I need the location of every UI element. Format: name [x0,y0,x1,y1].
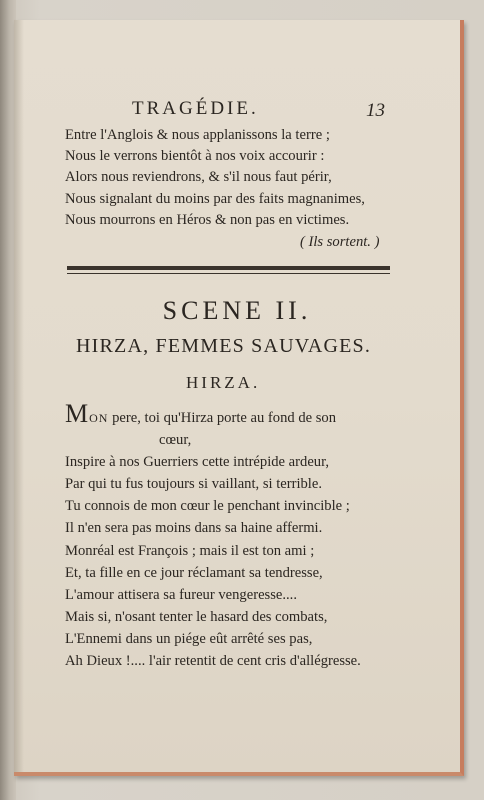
section-rule-thick [67,266,390,270]
verse-line: Nous le verrons bientôt à nos voix accourir : [65,148,325,165]
verse-line: Alors nous reviendrons, & s'il nous faut périr, [65,169,332,186]
stage-direction: ( Ils sortent. ) [300,234,380,250]
drop-cap: M [65,399,90,428]
hirza-speech [65,399,405,672]
verse-line: Et, ta fille en ce jour réclamant sa tendresse, [65,564,323,581]
verse-line: Il n'en sera pas moins dans sa haine affermi. [65,520,323,537]
verse-line: L'amour attisera sa fureur vengeresse.... [65,586,297,603]
verse-line: Inspire à nos Guerriers cette intrépide ardeur, [65,454,330,471]
scene-title: SCENE II. [162,296,312,325]
running-head: TRAGÉDIE. [132,98,259,119]
book-page [14,20,464,776]
verse-line-rest: pere, toi qu'Hirza porte au fond de son [108,410,337,426]
section-rule-thin [67,273,390,274]
verse-line: Ah Dieux !.... l'air retentit de cent cris d'allégresse. [65,653,361,670]
verse-line: Entre l'Anglois & nous applanissons la terre ; [65,127,330,143]
closing-speech [65,125,395,231]
verse-line: Nous signalant du moins par des faits magnanimes, [65,190,365,207]
page-number: 13 [366,100,385,121]
verse-line: Par qui tu fus toujours si vaillant, si terrible. [65,476,322,493]
verse-line-first [65,399,405,429]
verse-line: Mais si, n'osant tenter le hasard des combats, [65,608,328,625]
verse-line: Tu connois de mon cœur le penchant invincible ; [65,498,350,515]
verse-line: L'Ennemi dans un piége eût arrêté ses pas, [65,630,313,647]
cast-list: HIRZA, FEMMES SAUVAGES. [76,335,372,357]
verse-line: Nous mourrons en Héros & non pas en victimes. [65,211,350,228]
small-caps-word: ON [89,411,109,425]
verse-turnover: cœur, [159,432,192,449]
verse-line: Monréal est François ; mais il est ton ami ; [65,542,315,559]
speaker-name: HIRZA. [186,373,261,392]
